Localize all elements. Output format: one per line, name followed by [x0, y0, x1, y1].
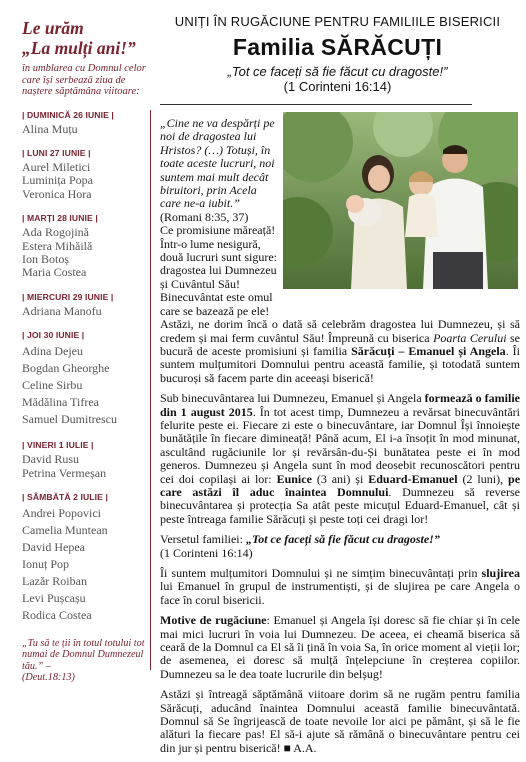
day-header: | JOI 30 IUNIE | [22, 330, 85, 341]
birthday-name: Mădălina Tifrea [22, 395, 99, 410]
day-tuesday [22, 213, 150, 280]
sidebar-verse-ref: (Deut.18:13) [22, 671, 75, 683]
birthday-name: Adina Dejeu [22, 344, 83, 359]
header-rule [160, 104, 472, 105]
birthday-name: Estera Mihăilă [22, 238, 93, 253]
birthday-name: Adriana Manofu [22, 303, 102, 318]
day-header: | MARȚI 28 IUNIE | [22, 213, 98, 224]
day-saturday [22, 492, 150, 624]
birthday-name: Ionuț Pop [22, 556, 70, 571]
service-word: slujirea [481, 566, 520, 580]
header-motto: „Tot ce faceți să fie făcut cu dragoste!” [227, 64, 448, 79]
paragraph-2 [160, 392, 520, 526]
birthday-name: Samuel Dumitrescu [22, 412, 117, 427]
sidebar-verse-text: „Tu să te ții în totul totului tot numai de Domnul Dumnezeul tău.” – [22, 637, 145, 672]
birthday-name: Lazăr Roiban [22, 573, 87, 588]
text: (2 luni), [457, 471, 509, 486]
birthday-name: David Hepea [22, 539, 85, 554]
text: (3 ani) și [311, 471, 369, 486]
birthday-name: Aurel Miletici [22, 159, 91, 174]
birthday-name: Luminița Popa [22, 173, 93, 188]
dedication-note: pe care astăzi îl aduc înaintea Domnului [160, 471, 521, 499]
text: se bucură de aceste promisiuni și familia [160, 330, 520, 358]
intro-block [160, 117, 278, 318]
family-verse: „Tot ce faceți să fie făcut cu dragoste!” [245, 532, 440, 547]
birthday-name: Ion Botoș [22, 251, 70, 266]
day-friday [22, 440, 150, 480]
paragraph-prayer [160, 614, 520, 681]
day-header: | LUNI 27 IUNIE | [22, 147, 91, 158]
birthday-name: Bogdan Gheorghe [22, 361, 110, 376]
wedding-date: formează o familie din 1 august 2015 [160, 391, 520, 419]
birthday-name: Veronica Hora [22, 186, 92, 201]
birthday-name: Maria Costea [22, 265, 87, 280]
day-header: | VINERI 1 IULIE | [22, 440, 94, 451]
header-motto-ref: (1 Corinteni 16:14) [283, 79, 392, 94]
paragraph-closing: Astăzi și întreagă săptămână viitoare dorim să ne rugăm pentru familia Sărăcuți, aducând înaintea Domnului această familie binecuvântată. Domnul să Se îngrijească de toate nevoile lor aici pe pământ, și să le fie alături la fiecare pas! El să-i ajute să rămână o binecuvântare pentru cei din jur și pentru biserică! ■ A.A. [160, 687, 520, 755]
birthday-sidebar [22, 18, 150, 683]
text: : Emanuel și Angela își doresc să fie chiar și în cele mai mici lucruri în voia lui Dumnezeu. De aceea, ei cheamă biserica să ceară de la Domnul ca El să îi țină în voia Sa, în orice moment al vieții lor; de asemenea, ei doresc să mulță înțelepciune în creșterea copiilor. Dumnezeu sa le dea toate lucrurile din belșug! [160, 613, 520, 681]
birthday-name: Celine Sirbu [22, 378, 83, 393]
text: Sub binecuvântarea lui Dumnezeu, Emanuel și Angela [160, 391, 425, 406]
sidebar-intro: în umblarea cu Domnul celor care își serbează ziua de naștere săptămâna viitoare: [22, 63, 146, 97]
text: . În tot acest timp, Dumnezeu a revărsat binecuvântări felurite peste ei. Fiecare zi este o binecuvântare, iar Domnul Își înnoiește bunătățile în fiecare dimineață! Până acum, El i-a însoțit în mod minunat, ascultând rugăciunile lor și revărsân-du-Și bunătatea peste ei în mod generos. Dumnezeu și Angela sunt în mod deosebit recunoscători pentru cei doi copilași ai lor: [160, 404, 520, 486]
day-header: | MIERCURI 29 IUNIE | [22, 291, 114, 302]
day-thursday [22, 330, 150, 428]
sidebar-title [22, 18, 150, 58]
family-verse-ref: (1 Corinteni 16:14) [160, 545, 253, 560]
paragraph-1 [160, 318, 520, 385]
column-divider [150, 110, 151, 670]
sidebar-title-line1: Le urăm [22, 18, 84, 38]
article-header [160, 14, 515, 94]
birthday-name: Camelia Muntean [22, 522, 108, 537]
intro-text: Ce promisiune măreață! Într-o lume nesigură, două lucruri sunt sigure: dragostea lui Dumnezeu și Cuvântul Său! Binecuvântat este omul care se bazează pe ele! [160, 223, 277, 318]
child-name: Eunice [276, 471, 312, 486]
intro-quote: „Cine ne va despărți pe noi de dragostea lui Hristos? (…) Totuși, în toate aceste lucruri, noi suntem mai mult decât biruitori, prin Acela care ne-a iubit.” [160, 116, 275, 211]
day-header: | SÂMBĂTĂ 2 IULIE | [22, 491, 108, 502]
text: Versetul familiei: [160, 532, 246, 547]
church-name: Poarta Cerului [433, 330, 507, 345]
birthday-name: Alina Muțu [22, 121, 78, 136]
sidebar-verse [22, 638, 150, 683]
birthday-name: Andrei Popovici [22, 505, 101, 520]
birthday-name: David Rusu [22, 452, 79, 467]
text: . Dumnezeu să reverse binecuvântarea și protecția Sa atât peste micuțul Eduard-Emanuel, cât și peste întreaga familie Sărăcuți și peste toți cei dragi lor! [160, 484, 520, 526]
birthday-name: Petrina Vermeșan [22, 465, 107, 480]
birthday-name: Rodica Costea [22, 607, 92, 622]
text: Astăzi, ne dorim încă o dată să celebrăm dragostea lui Dumnezeu, și să credem și mai ferm cuvântul Său! Împreună cu biserica [160, 317, 520, 345]
text: . Îi suntem mulțumitori Domnului pentru această familie, și totodată suntem bucuroși să facem parte din aceeași biserică! [160, 343, 520, 385]
paragraph-service [160, 567, 520, 607]
intro-ref: (Romani 8:35, 37) [160, 209, 249, 224]
page-title: Familia SĂRĂCUȚI [232, 34, 443, 60]
day-header: | DUMINICĂ 26 IUNIE | [22, 109, 114, 120]
day-monday [22, 148, 150, 201]
sidebar-title-line2: „La mulți ani!” [22, 38, 136, 58]
birthday-name: Levi Pușcașu [22, 590, 86, 605]
text: lui Emanuel în grupul de instrumentiști, și de slujirea pe care Angela o face în corul bisericii. [160, 579, 520, 607]
family-names: Sărăcuți – Emanuel și Angela [351, 343, 506, 358]
paragraph-verse [160, 533, 520, 560]
header-kicker: UNIȚI ÎN RUGĂCIUNE PENTRU FAMILIILE BISERICII [174, 14, 501, 29]
text: Îi suntem mulțumitori Domnului și ne simțim binecuvântați prin [160, 566, 482, 580]
prayer-heading: Motive de rugăciune [160, 613, 267, 628]
birthday-name: Ada Rogojină [22, 225, 89, 240]
article-body [160, 117, 520, 762]
day-wednesday [22, 292, 150, 318]
day-sunday [22, 110, 150, 136]
child-name: Eduard-Emanuel [368, 471, 458, 486]
